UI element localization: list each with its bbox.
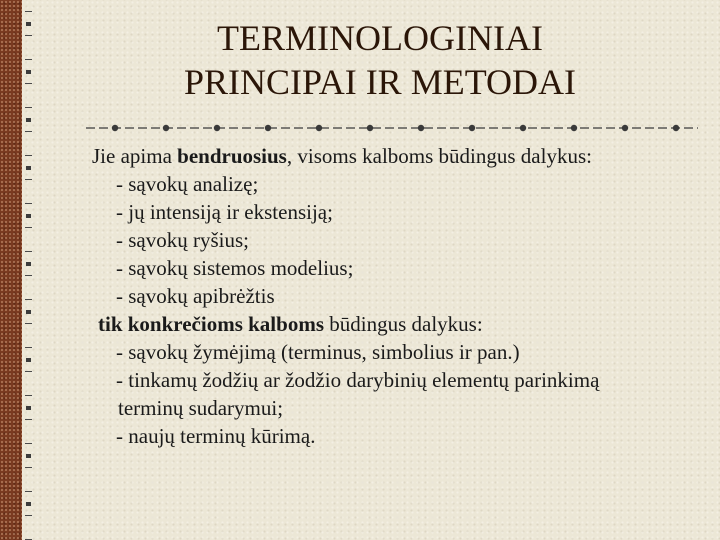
slide-body xyxy=(92,142,702,450)
list-item-continuation: terminų sudarymui; xyxy=(118,396,284,420)
specific-intro-emphasis: tik konkrečioms kalboms xyxy=(98,312,324,336)
slide-title-line-2: PRINCIPAI IR METODAI xyxy=(183,62,577,102)
general-intro xyxy=(92,142,702,170)
slide-title-line-1: TERMINOLOGINIAI xyxy=(217,18,543,58)
list-item: - sąvokų apibrėžtis xyxy=(116,284,275,308)
list-item: - sąvokų analizę; xyxy=(116,172,259,196)
list-item: - sąvokų ryšius; xyxy=(116,228,249,252)
list-item: - naujų terminų kūrimą. xyxy=(116,424,316,448)
decorative-left-band xyxy=(0,0,22,540)
list-item: - jų intensiją ir ekstensiją; xyxy=(116,200,333,224)
specific-intro xyxy=(92,310,702,338)
list-item: - sąvokų žymėjimą (terminus, simbolius ir pan.) xyxy=(116,340,520,364)
slide-title xyxy=(40,16,720,104)
general-intro-prefix: Jie apima xyxy=(92,144,178,168)
general-intro-emphasis: bendruosius xyxy=(177,144,287,168)
general-intro-suffix: , visoms kalboms būdingus dalykus: xyxy=(286,144,592,168)
list-item: - tinkamų žodžių ar žodžio darybinių elementų parinkimą xyxy=(116,368,600,392)
decorative-tick-column xyxy=(25,0,41,540)
specific-intro-suffix: būdingus dalykus: xyxy=(324,312,483,336)
dashed-divider xyxy=(86,121,698,135)
list-item: - sąvokų sistemos modelius; xyxy=(116,256,354,280)
